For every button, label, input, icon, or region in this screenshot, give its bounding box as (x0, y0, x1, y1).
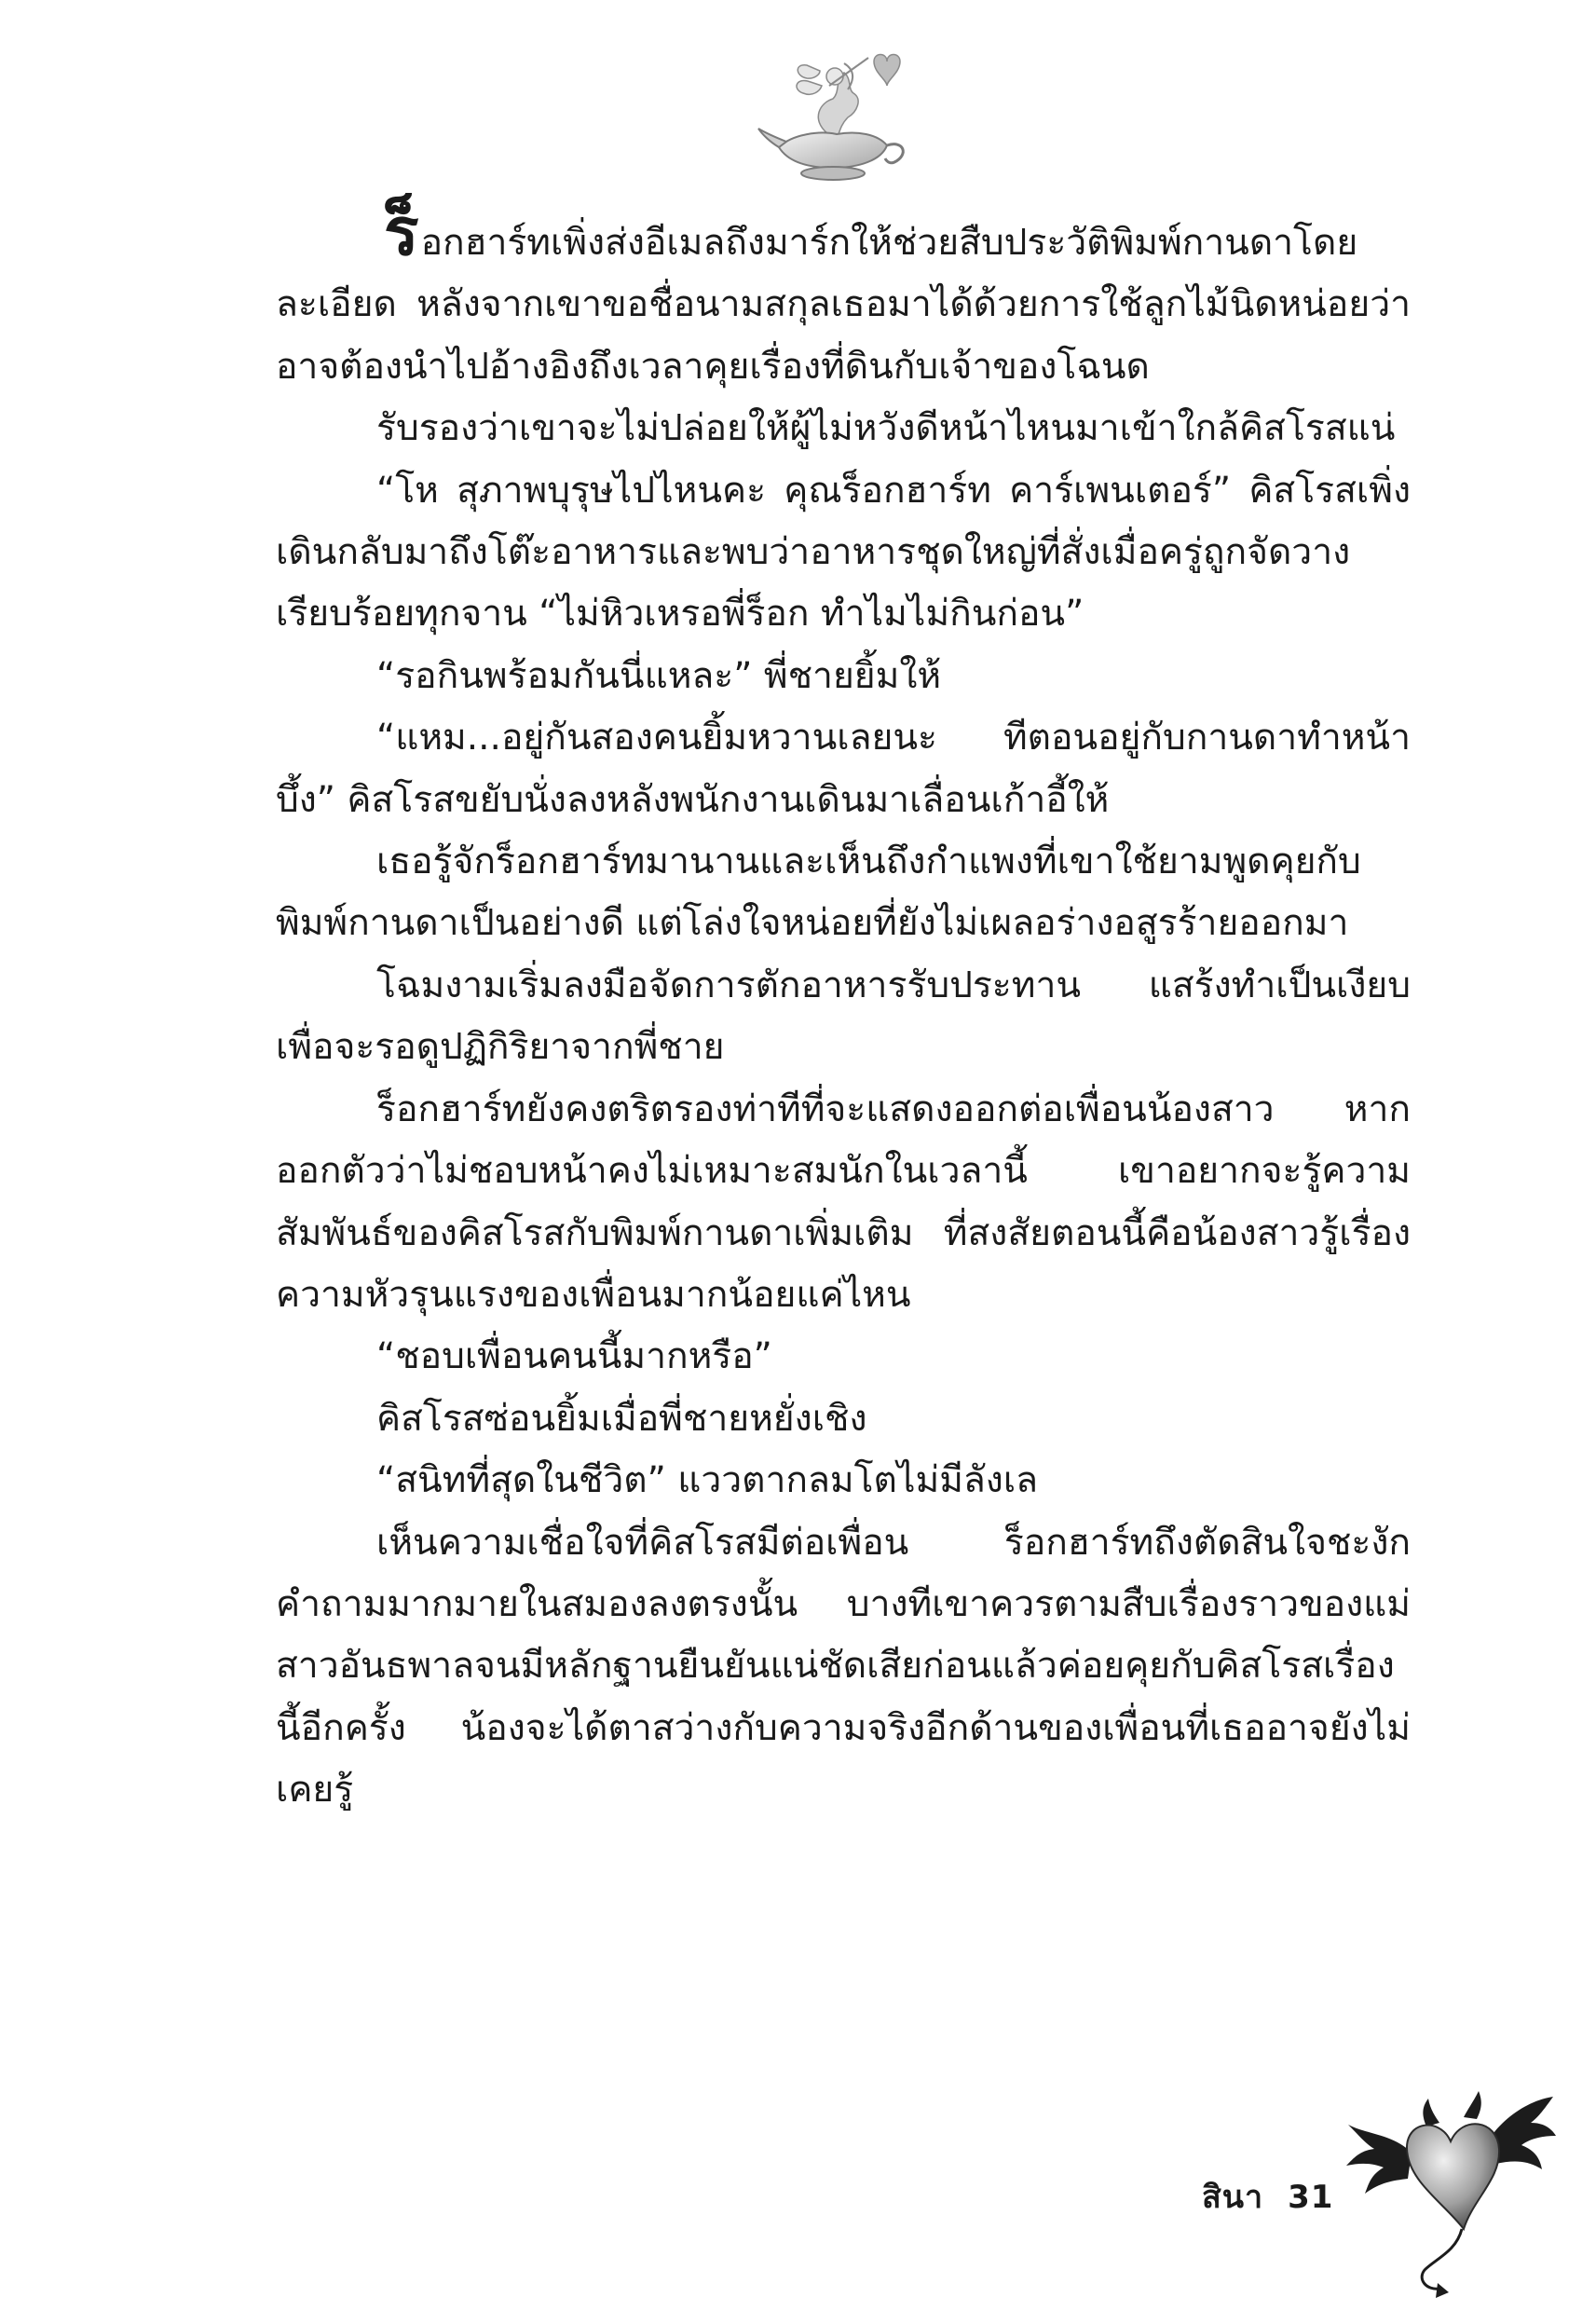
winged-devil-heart-icon (1346, 2069, 1556, 2306)
footer-title: สินา (1202, 2179, 1264, 2216)
paragraph (276, 194, 1411, 398)
paragraph: “ชอบเพื่อนคนนี้มากหรือ” (376, 1335, 772, 1378)
body-text (276, 194, 1411, 1822)
paragraph: เธอรู้จักร็อกฮาร์ทมานานและเห็นถึงกำแพงที่เขาใช้ยามพูดคุยกับพิมพ์กานดาเป็นอย่างดี แต่โล่งใจหน่อยที่ยังไม่เผลอร่างอสูรร้ายออกมา (276, 841, 1361, 945)
genie-lamp-cupid-icon (755, 45, 913, 185)
paragraph: รับรองว่าเขาจะไม่ปล่อยให้ผู้ไม่หวังดีหน้าไหนมาเข้าใกล้คิสโรสแน่ (376, 407, 1396, 450)
paragraph: เห็นความเชื่อใจที่คิสโรสมีต่อเพื่อน ร็อกฮาร์ทถึงตัดสินใจชะงักคำถามมากมายในสมองลงตรงนั้น บางทีเขาควรตามสืบเรื่องราวของแม่สาวอันธพาลจนมีหลักฐานยืนยันแน่ชัดเสียก่อนแล้วค่อยคุยกับคิสโรสเรื่องนี้อีกครั้ง น้องจะได้ตาสว่างกับความจริงอีกด้านของเพื่อนที่เธออาจยังไม่เคยรู้ (276, 1521, 1411, 1812)
paragraph: ร็อกฮาร์ทยังคงตริตรองท่าทีที่จะแสดงออกต่อเพื่อนน้องสาว หากออกตัวว่าไม่ชอบหน้าคงไม่เหมาะสมนักในเวลานี้ เขาอยากจะรู้ความสัมพันธ์ของคิสโรสกับพิมพ์กานดาเพิ่มเติม ที่สงสัยตอนนี้คือน้องสาวรู้เรื่องความหัวรุนแรงของเพื่อนมากน้อยแค่ไหน (276, 1087, 1411, 1316)
paragraph: “โห สุภาพบุรุษไปไหนคะ คุณร็อกฮาร์ท คาร์เพนเตอร์” คิสโรสเพิ่งเดินกลับมาถึงโต๊ะอาหารและพบว่าอาหารชุดใหญ่ที่สั่งเมื่อครู่ถูกจัดวางเรียบร้อยทุกจาน “ไม่หิวเหรอพี่ร็อก ทำไมไม่กินก่อน” (276, 469, 1411, 636)
paragraph: โฉมงามเริ่มลงมือจัดการตักอาหารรับประทาน แสร้งทำเป็นเงียบเพื่อจะรอดูปฏิกิริยาจากพี่ชาย (276, 964, 1411, 1069)
page-number: 31 (1288, 2179, 1334, 2216)
paragraph: “สนิทที่สุดในชีวิต” แววตากลมโตไม่มีลังเล (376, 1459, 1039, 1502)
page-footer (1202, 2171, 1333, 2222)
paragraph: คิสโรสซ่อนยิ้มเมื่อพี่ชายหยั่งเชิง (376, 1397, 867, 1440)
paragraph: “รอกินพร้อมกันนี่แหละ” พี่ชายยิ้มให้ (376, 654, 942, 697)
paragraph-text: อกฮาร์ทเพิ่งส่งอีเมลถึงมาร์กให้ช่วยสืบประวัติพิมพ์กานดาโดยละเอียด หลังจากเขาขอชื่อนามสกุลเธอมาได้ด้วยการใช้ลูกไม้นิดหน่อยว่าอาจต้องนำไปอ้างอิงถึงเวลาคุยเรื่องที่ดินกับเจ้าของโฉนด (276, 222, 1411, 388)
drop-cap: ร็ (384, 194, 419, 270)
paragraph: “แหม...อยู่กันสองคนยิ้มหวานเลยนะ ทีตอนอยู่กับกานดาทำหน้าบึ้ง” คิสโรสขยับนั่งลงหลังพนักงานเดินมาเลื่อนเก้าอี้ให้ (276, 717, 1411, 821)
